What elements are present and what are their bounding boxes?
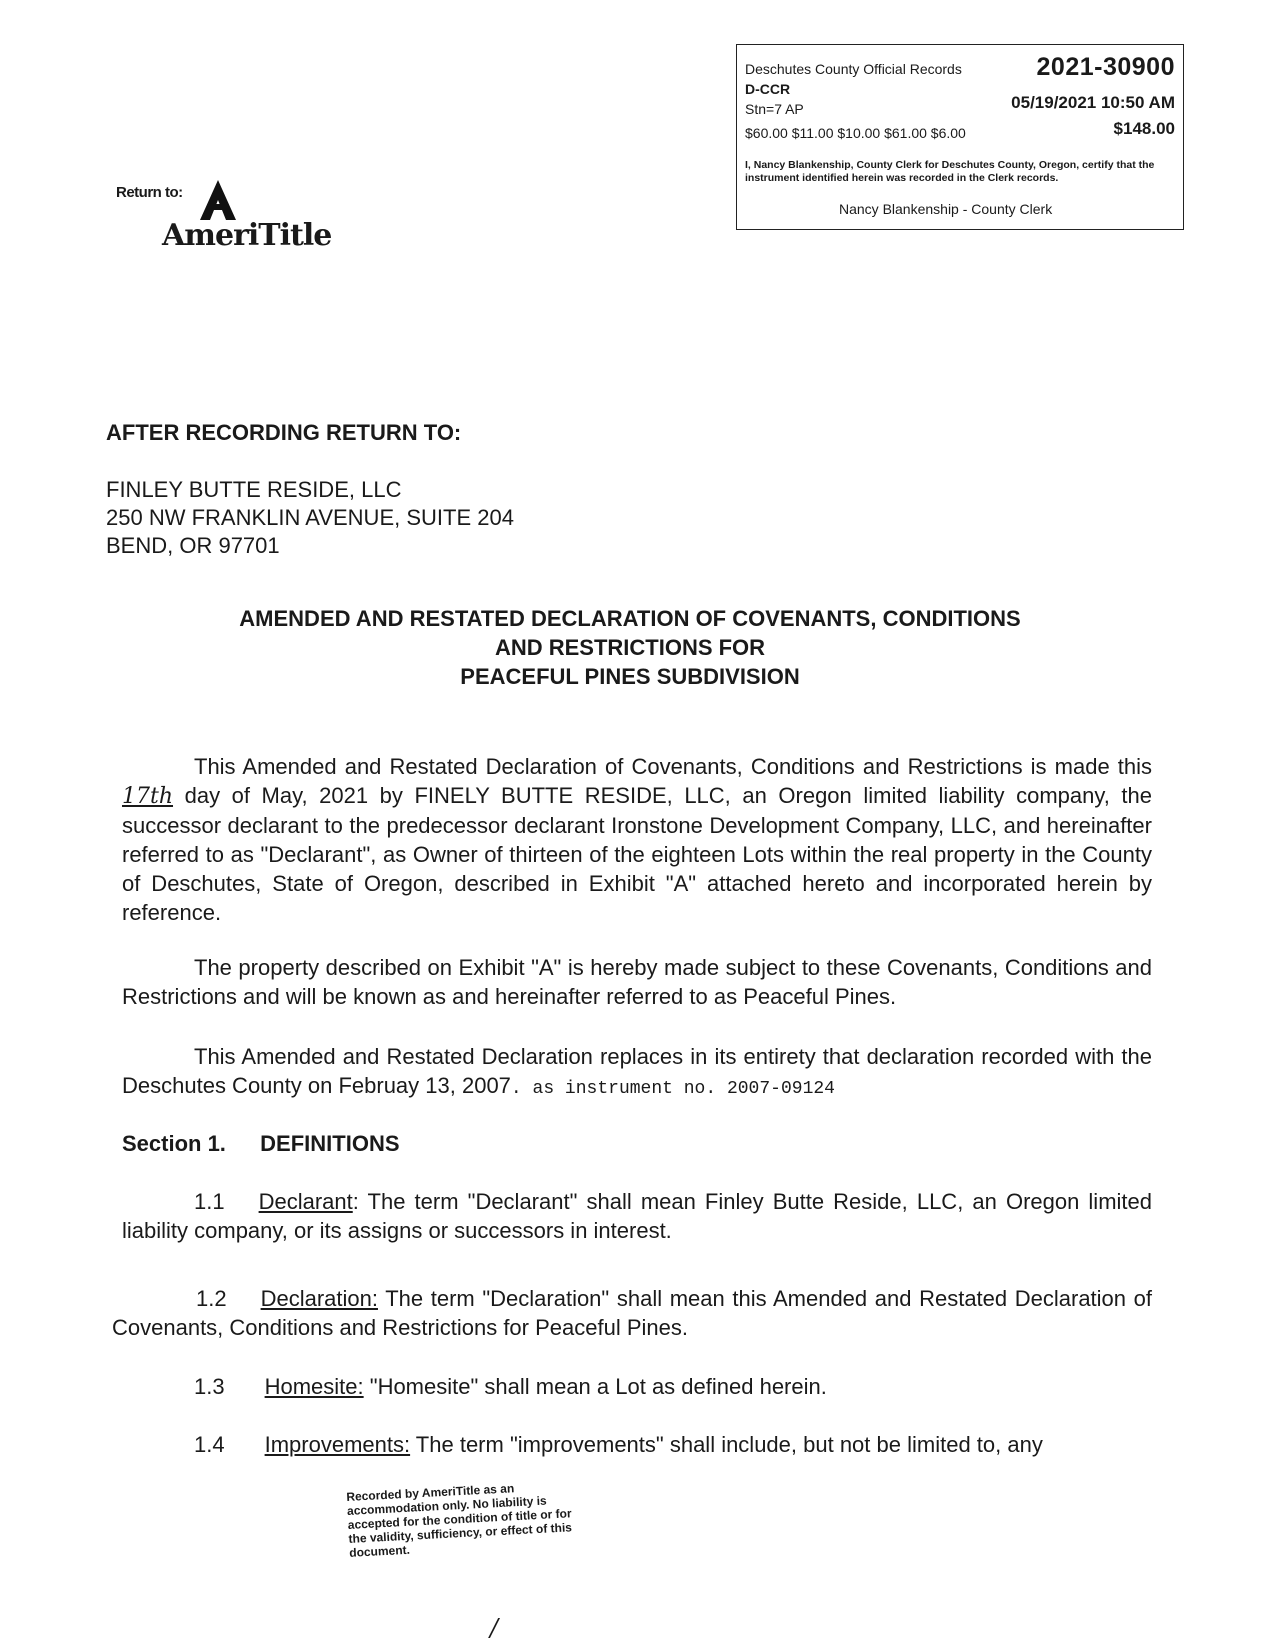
definition-1-1: [122, 1187, 1152, 1245]
definition-text: : The term "Declarant" shall mean Finley Butte Reside, LLC, an Oregon limited liability company, or its assigns or successors in interest.: [122, 1189, 1152, 1243]
return-to-label: Return to:: [116, 184, 183, 201]
stamp-doc-type: D-CCR: [745, 81, 791, 97]
return-heading: AFTER RECORDING RETURN TO:: [106, 420, 462, 445]
return-address-line2: 250 NW FRANKLIN AVENUE, SUITE 204: [106, 505, 514, 530]
section-heading: [122, 1131, 400, 1157]
section-label: Section 1.: [122, 1131, 226, 1156]
handwritten-day: 17th: [122, 784, 174, 809]
replaces-text: This Amended and Restated Declaration replaces in its entirety that declaration recorded with the Deschutes County on Februay 13, 2007: [122, 1044, 1152, 1098]
definition-term: Declarant: [258, 1189, 353, 1214]
paragraph-intro: [122, 752, 1152, 927]
definition-term: Improvements:: [264, 1432, 411, 1457]
stamp-total: $148.00: [1113, 119, 1175, 138]
stamp-datetime: 05/19/2021 10:50 AM: [1011, 93, 1175, 112]
definition-number: 1.3: [194, 1374, 225, 1399]
return-address-line1: FINLEY BUTTE RESIDE, LLC: [106, 477, 402, 502]
title-line-3: PEACEFUL PINES SUBDIVISION: [460, 664, 800, 689]
paragraph-property: The property described on Exhibit "A" is hereby made subject to these Covenants, Conditions and Restrictions and will be known as and hereinafter referred to as Peaceful Pines.: [122, 955, 1152, 1009]
definition-1-3: [194, 1372, 827, 1401]
title-line-1: AMENDED AND RESTATED DECLARATION OF COVENANTS, CONDITIONS: [239, 606, 1021, 631]
page-mark: /: [490, 1614, 499, 1642]
intro-text-rest: day of May, 2021 by FINELY BUTTE RESIDE, LLC, an Oregon limited liability company, the successor declarant to the predecessor declarant Ironstone Development Company, LLC, and hereinafter referred to as "Declarant", as Owner of thirteen of the eighteen Lots within the real property in the County of Deschutes, State of Oregon, described in Exhibit "A" attached hereto and incorporated herein by reference.: [122, 783, 1152, 925]
document-title: [180, 604, 1080, 691]
definition-text: The term "Declaration" shall mean this Amended and Restated Declaration of Covenants, Conditions and Restrictions for Peaceful Pines.: [112, 1286, 1152, 1340]
definition-number: 1.4: [194, 1432, 225, 1457]
logo-wordmark: AmeriTitle: [162, 218, 332, 253]
recording-stamp: [736, 44, 1184, 230]
definition-text: The term "improvements" shall include, but not be limited to, any: [410, 1432, 1043, 1457]
stamp-station: Stn=7 AP: [745, 101, 804, 117]
ameritile-logo-icon: [196, 178, 240, 222]
definition-1-2: [112, 1284, 1152, 1342]
definition-term: Declaration:: [260, 1286, 378, 1311]
typed-instrument-number: . as instrument no. 2007-09124: [510, 1079, 835, 1099]
stamp-fees: $60.00 $11.00 $10.00 $61.00 $6.00: [745, 125, 966, 141]
recording-disclaimer: Recorded by AmeriTitle as an accommodation only. No liability is accepted for the condition of title or for the validity, sufficiency, or effect of this document.: [346, 1481, 573, 1560]
stamp-office: Deschutes County Official Records: [745, 61, 962, 77]
title-line-2: AND RESTRICTIONS FOR: [494, 635, 766, 660]
definition-text: "Homesite" shall mean a Lot as defined herein.: [363, 1374, 827, 1399]
definition-1-4: [194, 1430, 1043, 1459]
definition-number: 1.1: [194, 1189, 225, 1214]
definition-term: Homesite:: [264, 1374, 364, 1399]
stamp-certification: I, Nancy Blankenship, County Clerk for Deschutes County, Oregon, certify that the instrument identified herein was recorded in the Clerk records.: [745, 159, 1155, 184]
definition-number: 1.2: [196, 1286, 227, 1311]
paragraph-replaces: [122, 1042, 1152, 1104]
stamp-signature: Nancy Blankenship - County Clerk: [839, 201, 1053, 217]
return-address-line3: BEND, OR 97701: [106, 533, 280, 558]
section-title: DEFINITIONS: [260, 1131, 400, 1156]
intro-text-start: This Amended and Restated Declaration of Covenants, Conditions and Restrictions is made this: [194, 754, 1152, 779]
stamp-doc-number: 2021-30900: [1036, 53, 1175, 81]
